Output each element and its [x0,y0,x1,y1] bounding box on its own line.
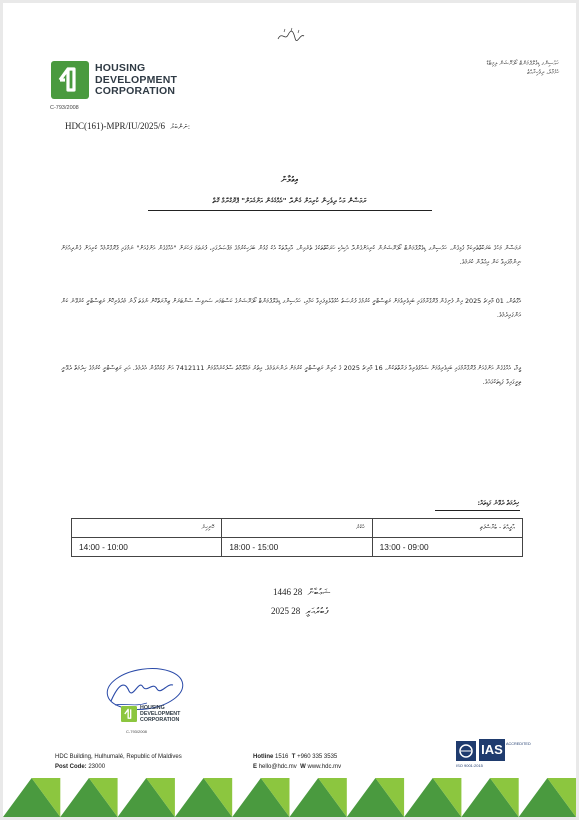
email-link[interactable]: hello@hdc.mv [258,763,297,770]
email-label: E [253,763,258,770]
caption-underline [435,510,520,511]
hdc-stamp-logo-icon [121,706,137,722]
reference-number: HDC(161)-MPR/IU/2025/6 [65,121,166,131]
hours-header-cell: އާދީއްތަ - ބުރާސްފަތި [372,519,522,538]
hdc-logo-icon [51,61,89,99]
footer-triangle-band [3,778,576,817]
hours-value-cell: 18:00 - 15:00 [222,538,372,557]
web-link[interactable]: www.hdc.mv [307,763,342,770]
footer-contact-block [253,753,341,772]
iso-certification: ISO 9001:2015 [456,763,483,768]
hdc-stamp-wordmark: HOUSING DEVELOPMENT CORPORATION [140,705,181,723]
paragraph-2: އެގޮތުން، 01 މާރިޗު 2025 އިން ފެށިގެން ޕްރޮގްރާމުގައި ބައިވެރިވުމަށް ރަޖިސްޓްރީ ކުރުމުގެ ފުރުޞަތު ހުޅުވާލެވިފައިވާ ކަމާއި، ހައުސިންގ ޑިވެލޮޕްމަންޓް ކޯޕަރޭޝަނުގެ ކަސްޓަމަރ ސަރވިސް ސެންޓަރަށް ޒިޔާރަތްކޮށް ނުވަތަ ފޯނު މެދުވެރިކޮށް ރަޖިސްޓްރީ ކުރެވޭނެ ކަން އަންގައިދެމެވެ. [61,297,521,320]
greg-month: ފެބުރުއަރީ [305,606,329,616]
tel-label: T [291,754,296,760]
ias-accredited-label: ACCREDITED [506,742,531,746]
footer-address-block [55,753,182,772]
footer-address: HDC Building, Hulhumalé, Republic of Maldives [55,754,182,760]
tel-number: +960 335 3535 [297,754,338,760]
cert-number: C-793/2008 [50,105,79,111]
announcement-heading: އިޢުލާން [280,175,299,184]
hotline-number: 1516 [275,754,289,760]
hours-header-cell: ހުކުރު [222,519,372,538]
post-code-label: Post Code: [55,763,87,770]
reference-number-row [65,121,255,132]
hijri-month: ޝަޢުބާން [307,587,331,597]
reference-label: ނަންބަރު: [170,123,191,131]
gregorian-date [271,606,332,617]
post-code: 23000 [88,763,106,770]
web-label: W [300,763,306,770]
ias-logo: IAS [479,739,505,761]
hdc-logo-wordmark: HOUSING DEVELOPMENT CORPORATION [95,62,178,97]
hours-table-caption: ޚިދުމަތް ދެވޭނެ ގަޑިތައް: [477,499,519,507]
hours-value-cell: 14:00 - 10:00 [72,538,222,557]
bismillah-calligraphy [276,27,306,43]
hours-value-cell: 13:00 - 09:00 [372,538,522,557]
greg-day: 28 [291,606,301,616]
service-hours-table [71,518,523,557]
org-name-dhivehi: ހައުސިންގ ޑިވެލޮޕްމަންޓް ކޯޕަރޭޝަން ލިމިޓެޑް ހުޅުމާލެ، ދިވެހިރާއްޖެ [486,60,559,76]
stamp-cert-number: C-793/2008 [126,729,147,734]
paragraph-3: ވީމާ، އެއްގެގެން އަށްގެއަށް ޕްރޮގްރާމުގައި ބައިވެރިވުމަށް ޝައުޤުވެރިވާ ފަރާތްތަކުން، 16 މާރިޗު 2025 ގެ ކުރިން ރަޖިސްޓްރީ ކުރުމަށް ދަންނަވަމެވެ. އިތުރު މަޢުލޫމާތު ސާފުކުރެއްވުމަށް 7412111 އަށް ގުޅުއްވުން އެދެމެވެ. އަދި ރަޖިސްޓްރީ ކުރުމުގެ ހިދުމަތް ދެވޭނީ ތިރީގައިވާ ގަޑިތަކުގައެވެ. [61,364,521,387]
title-underline [148,210,432,211]
announcement-title: ރަމަޟާން މަހު ދިވެހިން ކުރިއަށް ގެންދާ "އެއްގެގެން އަށްގެއަށް" ޕްރޮގްރާމް ގޮތް [212,196,367,205]
iaf-badge-icon [456,741,476,761]
hotline-label: Hotline [253,754,274,760]
hijri-day: 28 [293,587,303,597]
hours-header-cell: ހޮނިހިރު [72,519,222,538]
hijri-year: 1446 [273,587,291,597]
paragraph-1: ރަމަޟާން މަހުގެ ބަރަކާތްތެރިކަމާ ގުޅިގެން، ހައުސިންގ ޑިވެލޮޕްމަންޓް ކޯޕަރޭޝަނުން ކުރިއަށްގެންދާ އެކިއެކި ހަރަކާތްތަކުގެ ތެރެއިން، އާއިލާތަކާ އެކު ގުޅުން ބަދަހިކުރުމުގެ މަޤްޞަދުގައި، ފުރަތަމަ ފަހަރަށް "އެއްގެގެން އަށްގެއަށް" ނަމުގައި ޕްރޮގްރާމެއް ކުރިއަށް ގެންދިއުމަށް ނިންމާފައިވާ ކަން އިޢުލާން ކުރަމެވެ. [61,244,521,267]
hijri-date [273,587,333,598]
greg-year: 2025 [271,606,289,616]
letter-page [3,3,576,817]
